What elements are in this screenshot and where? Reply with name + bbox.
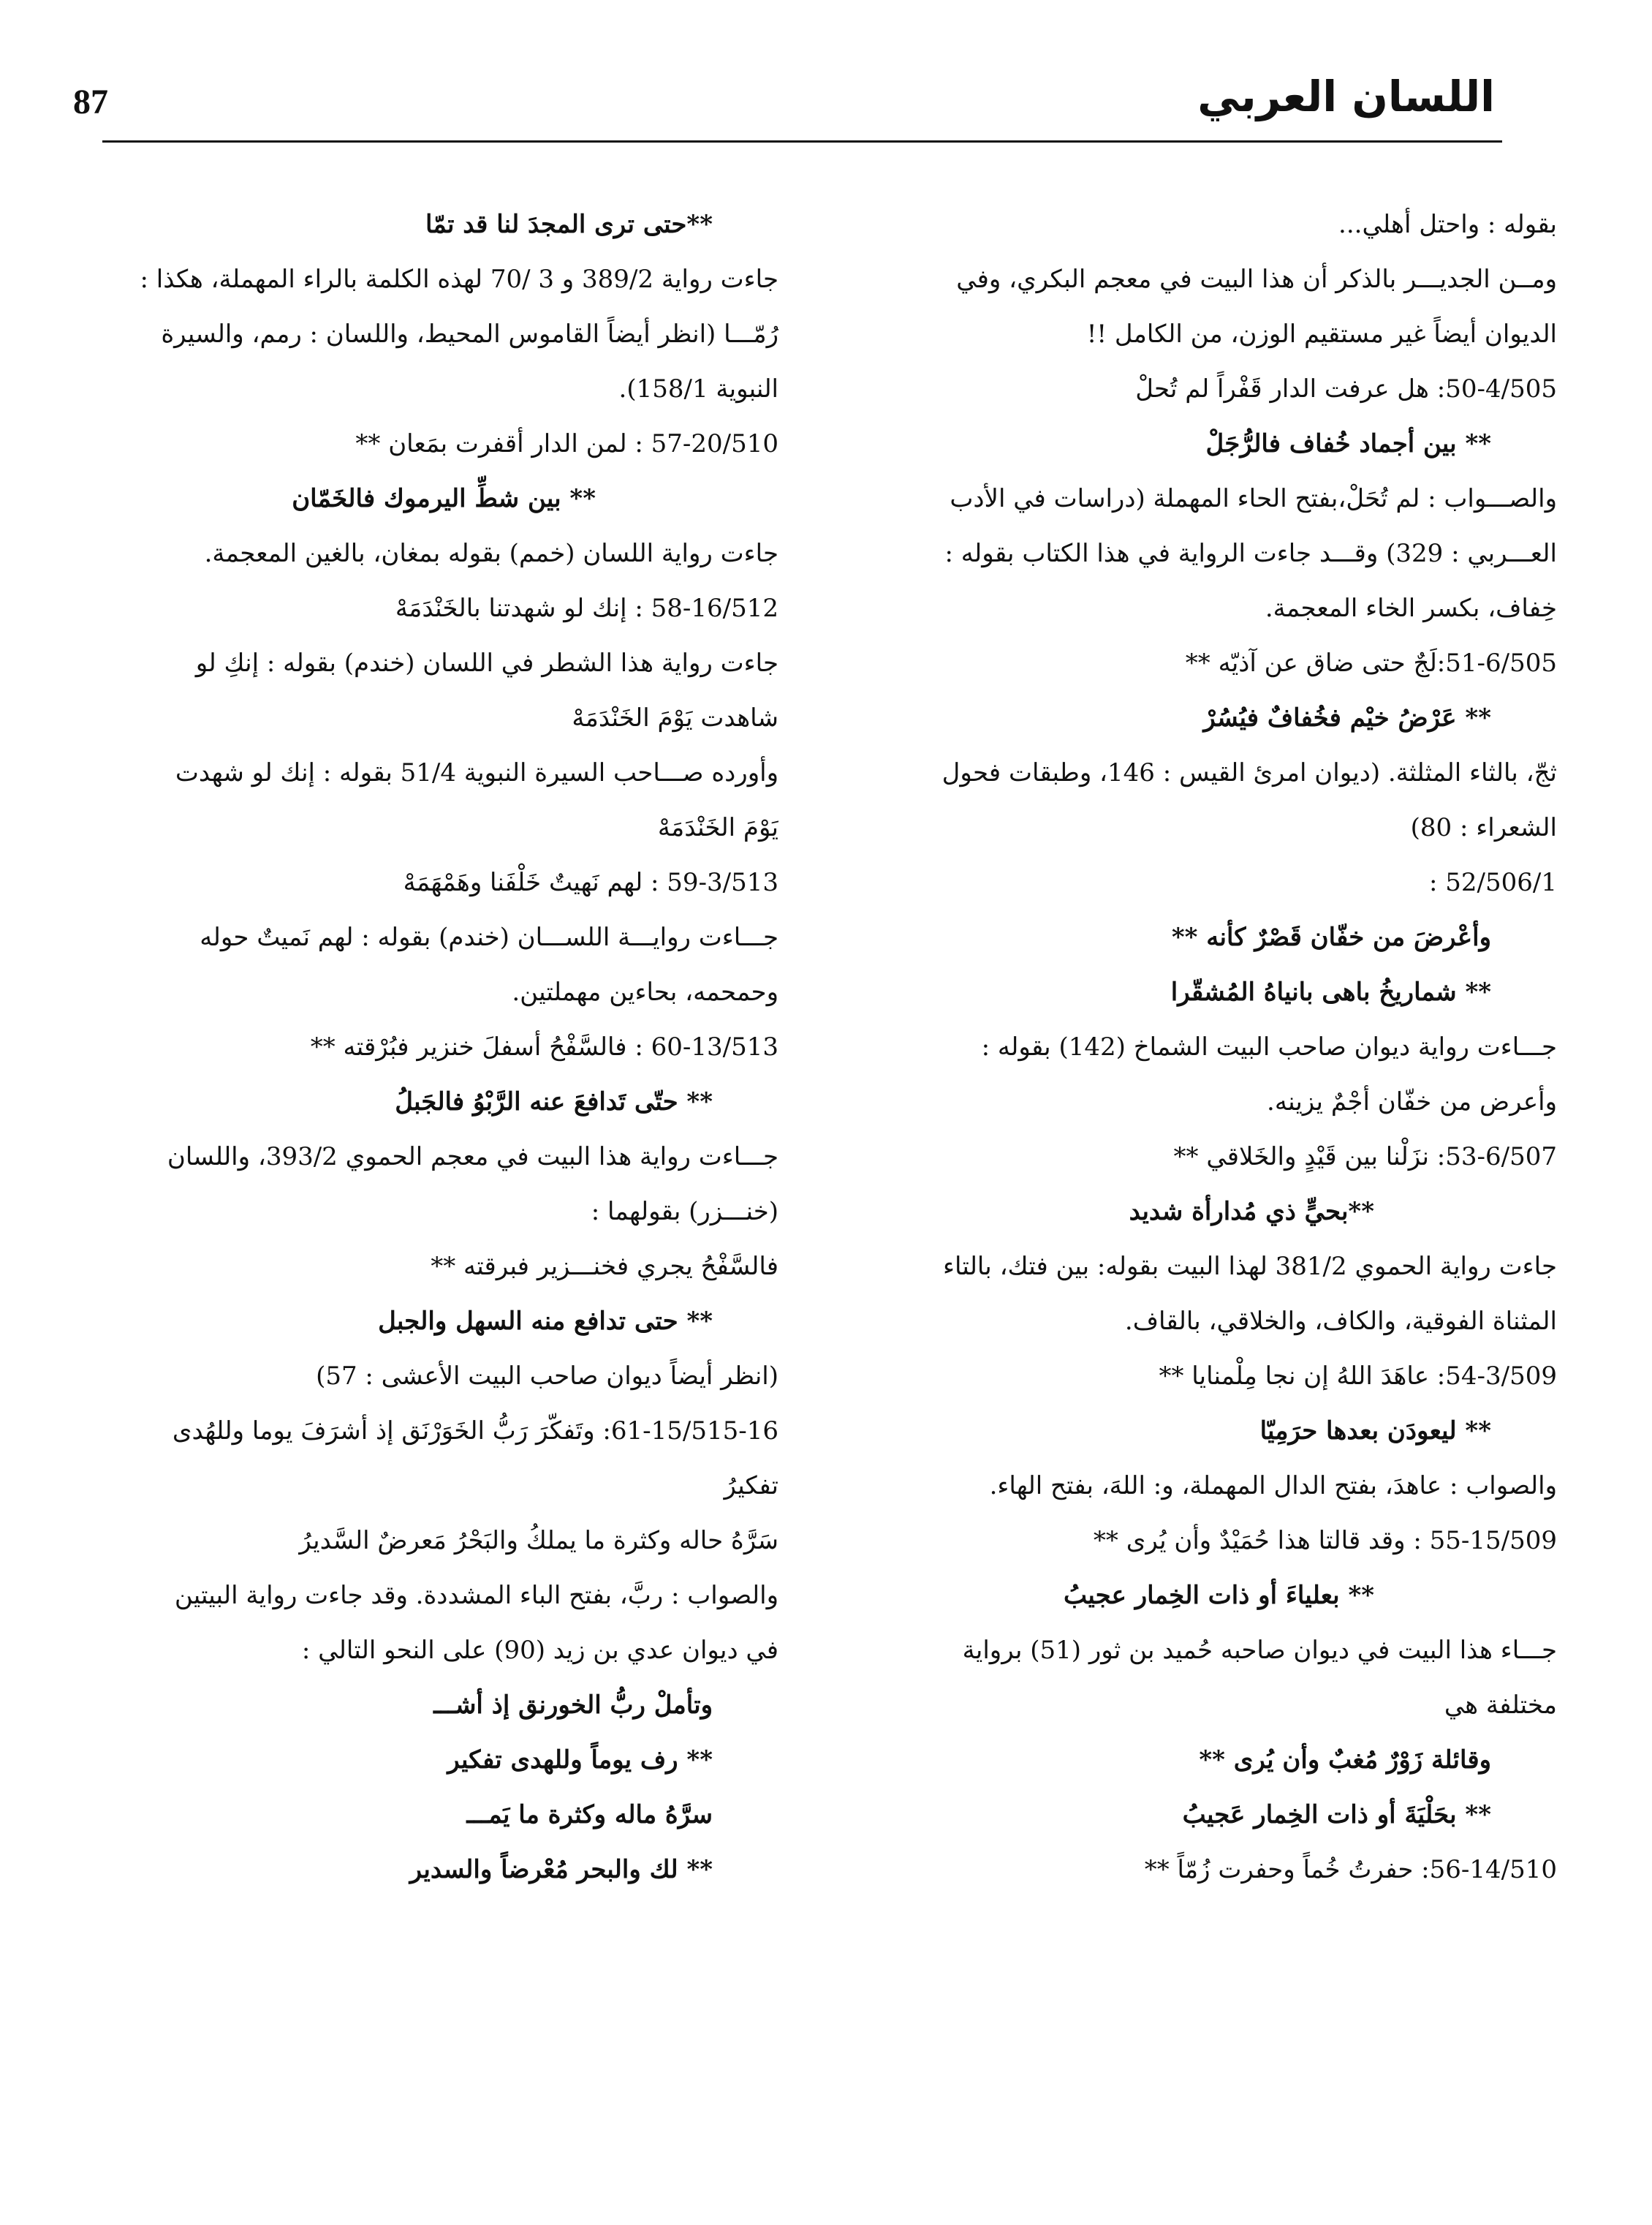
text-line: المثناة الفوقية، والكاف، والخلاقي، بالقاف. — [1124, 1307, 1557, 1336]
text-line: يَوْمَ الخَنْدَمَهْ — [657, 813, 778, 842]
text-line: 55-15/509 : وقد قالتا هذا حُمَيْدٌ وأن يُرى ** — [1093, 1526, 1557, 1555]
verse-line: ** شماريخُ باهى بانياهُ المُشقّرا — [1170, 978, 1491, 1007]
text-line: جـــاءت رواية هذا البيت في معجم الحموي 393/2، واللسان — [167, 1142, 778, 1171]
verse-line: ** حتى تدافع منه السهل والجبل — [378, 1307, 713, 1336]
text-line: 61-15/515-16: وتَفكّرَ رَبُّ الخَوَرْنَق إذ أشرَفَ يوما وللهُدى — [172, 1416, 778, 1446]
text-line: 57-20/510 : لمن الدار أقفرت بمَعان ** — [355, 429, 778, 458]
verse-line: ** بعلياءَ أو ذات الخِمار عجيبُ — [1064, 1581, 1374, 1610]
text-line: مختلفة هي — [1444, 1691, 1557, 1720]
left-column — [80, 197, 778, 2186]
verse-line: ** حتّى تَدافعَ عنه الرَّبْوُ فالجَبلُ — [395, 1087, 713, 1117]
text-line: (انظر أيضاً ديوان صاحب البيت الأعشى : 57) — [316, 1361, 778, 1391]
verse-line: سرَّهُ ماله وكثرة ما يَمـــ — [466, 1800, 713, 1829]
text-line: فالسَّفْحُ يجري فخنـــزير فبرقته ** — [431, 1252, 778, 1281]
verse-line: **بحيٍّ ذي مُدارأة شديد — [1129, 1197, 1374, 1226]
verse-line: ** رف يوماً وللهدى تفكير — [447, 1745, 713, 1775]
text-line: الديوان أيضاً غير مستقيم الوزن، من الكامل !! — [1086, 320, 1557, 349]
text-line: النبوية 158/1). — [618, 374, 778, 404]
verse-line: وتأملْ ربُّ الخورنق إذ أشـــ — [433, 1691, 713, 1720]
text-line: 53-6/507: نزَلْنا بين قَيْدٍ والخَلاقي ** — [1173, 1142, 1557, 1171]
text-line: 54-3/509: عاهَدَ اللهُ إن نجا مِلْمنايا ** — [1159, 1361, 1557, 1391]
text-line: 50-4/505: هل عرفت الدار قَفْراً لم تُحلْ — [1135, 374, 1557, 404]
journal-title: اللسان العربي — [1197, 72, 1495, 121]
verse-line: وقائلة زَوْرٌ مُغبٌ وأن يُرى ** — [1199, 1745, 1491, 1775]
text-line: خِفاف، بكسر الخاء المعجمة. — [1265, 594, 1557, 623]
text-line: والصواب : ربَّ، بفتح الباء المشددة. وقد جاءت رواية البيتين — [174, 1581, 778, 1610]
text-line: في ديوان عدي بن زيد (90) على النحو التالي : — [301, 1636, 778, 1665]
verse-line: ** ليعودَن بعدها حرَمِيّا — [1259, 1416, 1491, 1446]
text-line: ثجّ، بالثاء المثلثة. (ديوان امرئ القيس : 146، وطبقات فحول — [941, 758, 1557, 787]
header-rule — [102, 140, 1502, 143]
text-line: شاهدت يَوْمَ الخَنْدَمَهْ — [572, 703, 778, 733]
text-line: 58-16/512 : إنك لو شهدتنا بالخَنْدَمَهْ — [395, 594, 778, 623]
text-line: جاءت رواية الحموي 381/2 لهذا البيت بقوله: بين فتك، بالتاء — [942, 1252, 1557, 1281]
text-line: والصـــواب : لم تُحَلْ،بفتح الحاء المهملة (دراسات في الأدب — [950, 484, 1557, 513]
text-line: جاءت رواية اللسان (خمم) بقوله بمغان، بالغين المعجمة. — [204, 539, 778, 568]
text-line: وأورده صـــاحب السيرة النبوية 51/4 بقوله : إنك لو شهدت — [175, 758, 778, 787]
text-line: ومــن الجديـــر بالذكر أن هذا البيت في معجم البكري، وفي — [956, 265, 1557, 294]
verse-line: ** بحَلْيَةَ أو ذات الخِمار عَجيبُ — [1182, 1800, 1491, 1829]
text-line: العـــربي : 329) وقـــد جاءت الرواية في هذا الكتاب بقوله : — [944, 539, 1557, 568]
text-line: وحمحمه، بحاءين مهملتين. — [512, 978, 778, 1007]
text-line: وأعرض من خفّان أجْمٌ يزينه. — [1267, 1087, 1557, 1117]
text-line: 51-6/505:لَجٌ حتى ضاق عن آذيّه ** — [1185, 649, 1557, 678]
text-line: 52/506/1 : — [1429, 868, 1557, 897]
page-header — [0, 0, 1652, 146]
text-line: (خنـــزر) بقولهما : — [591, 1197, 778, 1226]
text-line: 56-14/510: حفرتُ خُماً وحفرت زُمّاً ** — [1144, 1855, 1557, 1884]
text-line: جاءت رواية 389/2 و 3 /70 لهذه الكلمة بالراء المهملة، هكذا : — [140, 265, 778, 294]
text-line: تفكيرُ — [724, 1471, 778, 1500]
verse-line: ** عَرْضُ خيْم فخُفافٌ فيُسُرْ — [1203, 703, 1491, 733]
verse-line: وأعْرضَ من خفّان قَصْرٌ كأنه ** — [1171, 923, 1491, 952]
text-line: 60-13/513 : فالسَّفْحُ أسفلَ خنزير فبُرْقته ** — [310, 1032, 778, 1062]
verse-line: ** لك والبحر مُعْرضاً والسدير — [409, 1855, 713, 1884]
verse-line: ** بين أجماد خُفاف فالرُّجَلْ — [1205, 429, 1491, 458]
verse-line: **حتى ترى المجدَ لنا قد تمّا — [425, 210, 713, 239]
text-line: جـــاءت رواية ديوان صاحب البيت الشماخ (142) بقوله : — [981, 1032, 1557, 1062]
text-line: جاءت رواية هذا الشطر في اللسان (خندم) بقوله : إنكِ لو — [195, 649, 778, 678]
page-number: 87 — [73, 83, 108, 121]
text-line: جـــاء هذا البيت في ديوان صاحبه حُميد بن ثور (51) برواية — [962, 1636, 1557, 1665]
text-line: 59-3/513 : لهم نَهيتٌ خَلْفَنا وهَمْهَمَهْ — [403, 868, 778, 897]
text-line: جـــاءت روايـــة اللســـان (خندم) بقوله : لهم نَميتٌ حوله — [200, 923, 778, 952]
text-line: بقوله : واحتل أهلي... — [1338, 210, 1557, 239]
right-column — [859, 197, 1557, 2186]
text-line: والصواب : عاهدَ، بفتح الدال المهملة، و: اللهَ، بفتح الهاء. — [989, 1471, 1557, 1500]
text-line: سَرَّهُ حاله وكثرة ما يملكُ والبَحْرُ مَعرضٌ السَّديرُ — [299, 1526, 778, 1555]
text-line: الشعراء : 80) — [1410, 813, 1557, 842]
verse-line: ** بين شطِّ اليرموك فالخَمّان — [292, 484, 596, 513]
text-line: رُمّـــا (انظر أيضاً القاموس المحيط، واللسان : رمم، والسيرة — [161, 320, 778, 349]
